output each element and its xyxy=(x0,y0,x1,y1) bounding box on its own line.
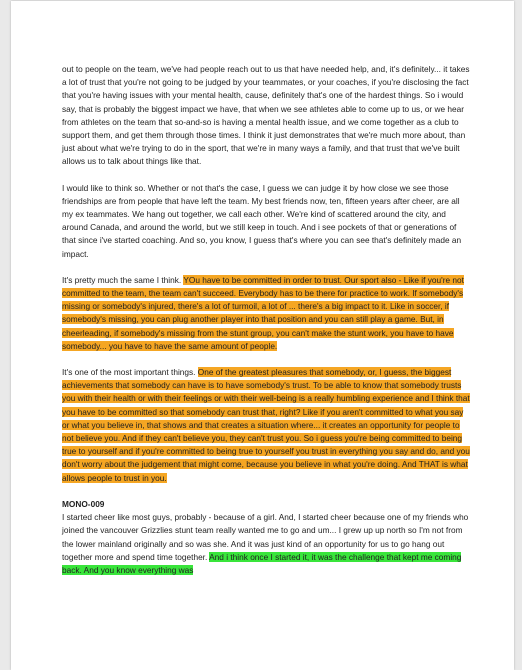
speaker-label: MONO-009 xyxy=(62,498,105,509)
paragraph-final-text: I started cheer like most guys, probably - because of a girl. And, I started cheer because one of my friends who joined the vancouver Grizzlies stunt team really wanted me to go and um... I grew up up north so I'm not from the lower mainland originally and so was she. And it was just kind of an opportunity for us to go hang out together more and spend time together. xyxy=(62,512,469,562)
paragraph-3 xyxy=(62,274,471,353)
paragraph-4-highlight: One of the greatest pleasures that somebody, or, I guess, the biggest achievements that somebody can have is to have somebody's trust. To be able to know that somebody trusts you with their health or with their feelings or with their well-being is a really humbling experience and I think that you have to be committed so that somebody can trust that, right? Like if you aren't committed to what you say or what you believe in, that shows and that creates a situation where... it creates an opportunity for people to not believe you. And if they can't believe you, they can't trust you. So i guess you're being committed to being true to yourself and if you're committed to being true to yourself you trust in everything you say and do, and you don't worry about the judgement that might come, because you believe in what you're doing. And THAT is what allows people to trust in you. xyxy=(62,367,470,483)
paragraph-4 xyxy=(62,366,471,485)
paragraph-2 xyxy=(62,182,471,261)
paragraph-final-highlight: And i think once I started it, it was the challenge that kept me coming back. And you know everything was xyxy=(62,551,462,575)
paragraph-3-highlight: YOu have to be committed in order to trust. Our sport also - Like if you're not committed to the team, the team can't succeed. Everybody has to be there for practice to work. If somebody's missing or somebody's injured, there's a lot of turmoil, a lot of ... there's a big impact to it. Like in soccer, if somebody's missing, you can plug another player into that position and you can still play a game. But, in cheerleading, if somebody's missing from the stunt group, you can't make the stunt work, you have to have somebody... you have to have the same amount of people. xyxy=(62,274,464,351)
paragraph-1 xyxy=(62,63,471,169)
document-body xyxy=(62,63,471,577)
document-page xyxy=(11,1,514,670)
paragraph-2-text: I would like to think so. Whether or not that's the case, I guess we can judge it by how close we see those friendships are from people that have left the team. My best friends now, ten, fifteen years after cheer, are all my ex teammates. We hang out together, we call each other. We're kind of scattered around the city, and around Canada, and around the world, but we still keep in touch. And i see pockets of that or generations of that since i've started coaching. And so, you know, I guess that's where you can see that's definitely made an impact. xyxy=(62,182,462,259)
paragraph-3-text: It's pretty much the same I think. xyxy=(62,274,184,285)
paragraph-4-text: It's one of the most important things. xyxy=(62,367,198,378)
paragraph-1-text: out to people on the team, we've had people reach out to us that have needed help, and, it's definitely... it takes a lot of trust that you're not going to be judged by your teammates, or your coaches, if you're disclosing the fact that you're having issues with your mental health, cause, definitely that's one of the hardest things. So i would say, that is probably the biggest impact we have, that when we see athletes able to come up to us, or we hear from athletes on the team that so-and-so is having a mental health issue, and we come together as a club to support them, and get them through those times. I think it just demonstrates that we're much more about, than just about what we're trying to do in the sport, that we're in many ways a family, and that trust that we've built allows us to talk about things like that. xyxy=(62,64,470,167)
paragraph-final xyxy=(62,511,471,577)
